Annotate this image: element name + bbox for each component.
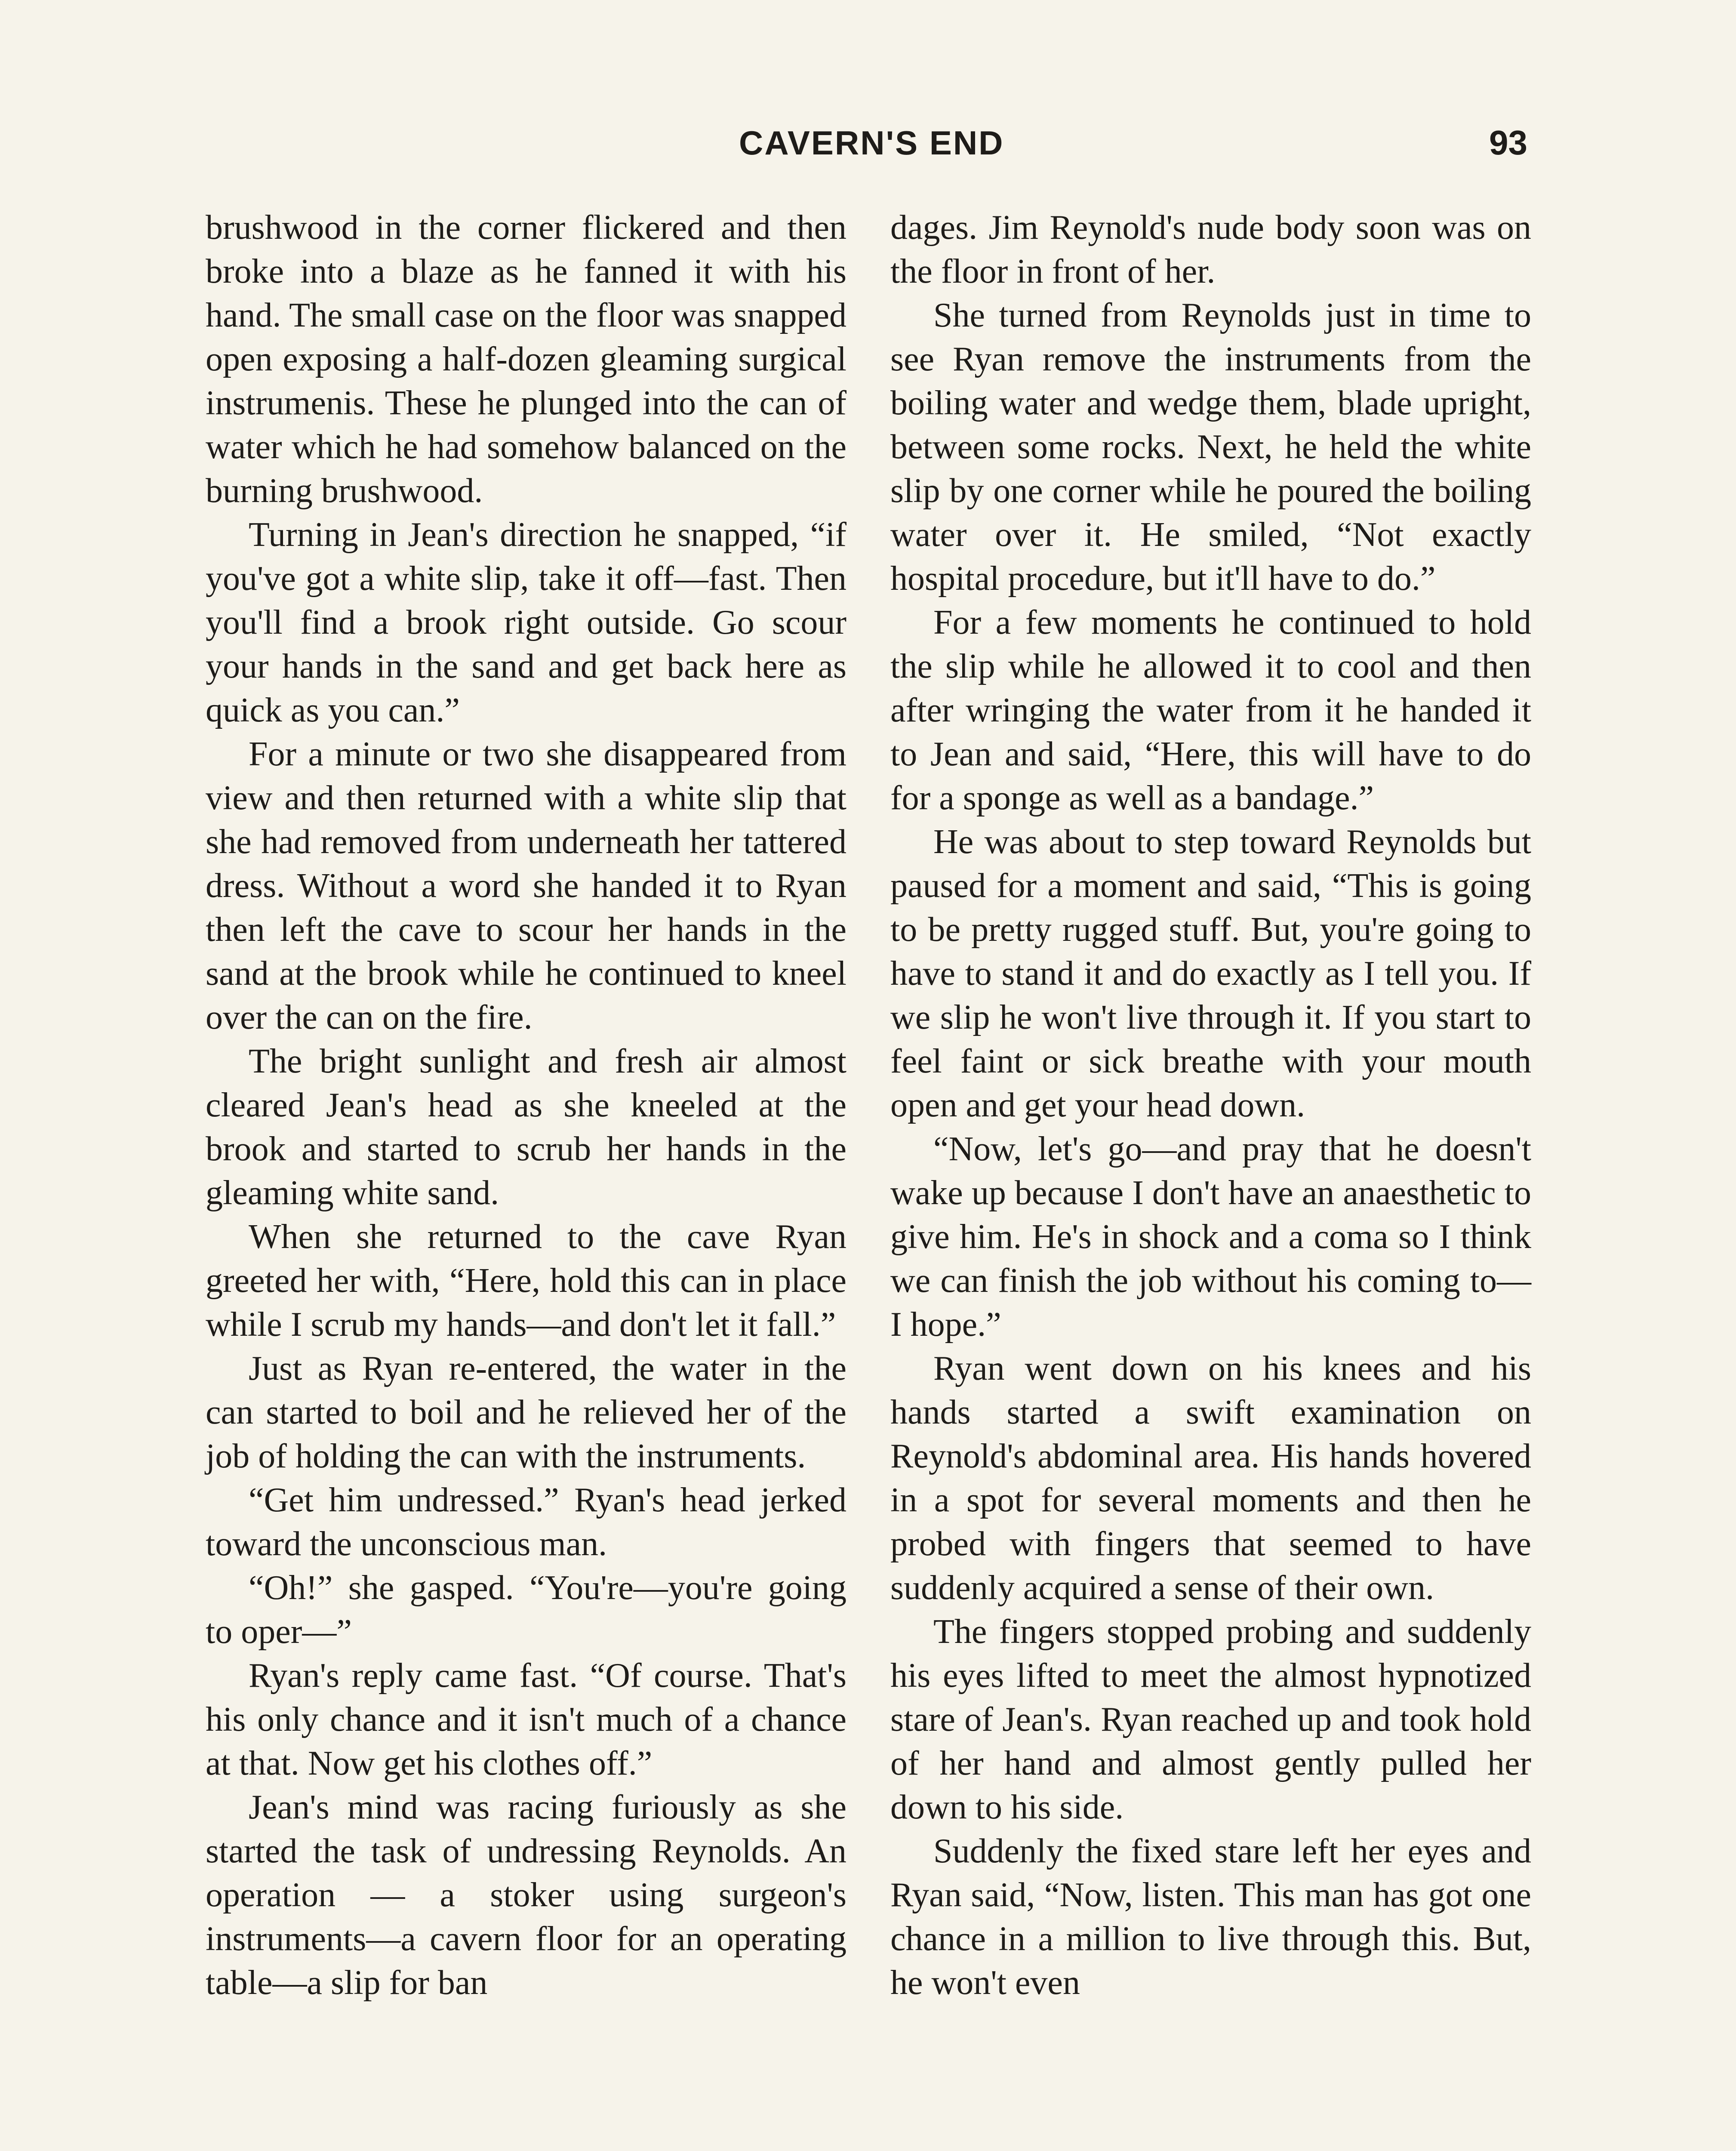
- page-number: 93: [1489, 123, 1527, 162]
- left-column: [206, 206, 846, 2005]
- paragraph: Jean's mind was racing furiously as she started the task of undressing Reynolds. An operation — a stoker using surgeon's instruments—a cavern floor for an operating table—a slip for ban: [206, 1788, 846, 2002]
- paragraph: Ryan's reply came fast. “Of course. That's his only chance and it isn't much of a chance at that. Now get his clothes off.”: [206, 1657, 846, 1782]
- paragraph: For a minute or two she disappeared from view and then returned with a white slip that she had removed from underneath her tattered dress. Without a word she handed it to Ryan then left the cave to scour her hands in the sand at the brook while he continued to kneel over the can on the fire.: [206, 735, 846, 1036]
- paragraph: brushwood in the corner flickered and then broke into a blaze as he fanned it with his hand. The small case on the floor was snapped open exposing a half-dozen gleaming surgical instrumenis. These he plunged into the can of water which he had somehow balanced on the burning brushwood.: [206, 209, 846, 510]
- right-column: [890, 206, 1531, 2005]
- paragraph: Ryan went down on his knees and his hands started a swift examination on Reynold's abdominal area. His hands hovered in a spot for several moments and then he probed with fingers that seemed to have suddenly acquired a sense of their own.: [890, 1350, 1531, 1607]
- paragraph: dages. Jim Reynold's nude body soon was on the floor in front of her.: [890, 209, 1531, 290]
- paragraph: The fingers stopped probing and suddenly his eyes lifted to meet the almost hypnotized stare of Jean's. Ryan reached up and took hold of her hand and almost gently pulled her down to his side.: [890, 1613, 1531, 1826]
- paragraph: Just as Ryan re-entered, the water in the can started to boil and he relieved her of the job of holding the can with the instruments.: [206, 1350, 846, 1475]
- paragraph: Suddenly the fixed stare left her eyes and Ryan said, “Now, listen. This man has got one chance in a million to live through this. But, he won't even: [890, 1832, 1531, 2002]
- paragraph: “Get him undressed.” Ryan's head jerked toward the unconscious man.: [206, 1481, 846, 1563]
- paragraph: The bright sunlight and fresh air almost cleared Jean's head as she kneeled at the brook and started to scrub her hands in the gleaming white sand.: [206, 1042, 846, 1212]
- paragraph: He was about to step toward Reynolds but paused for a moment and said, “This is going to be pretty rugged stuff. But, you're going to have to stand it and do exactly as I tell you. If we slip he won't live through it. If you start to feel faint or sick breathe with your mouth open and get your head down.: [890, 823, 1531, 1124]
- chapter-title: CAVERN'S END: [739, 124, 1004, 162]
- paragraph: When she returned to the cave Ryan greeted her with, “Here, hold this can in place while I scrub my hands—and don't let it fall.”: [206, 1218, 846, 1344]
- paragraph: She turned from Reynolds just in time to see Ryan remove the instruments from the boiling water and wedge them, blade upright, between some rocks. Next, he held the white slip by one corner while he poured the boiling water over it. He smiled, “Not exactly hospital procedure, but it'll have to do.”: [890, 296, 1531, 598]
- paragraph: For a few moments he continued to hold the slip while he allowed it to cool and then after wringing the water from it he handed it to Jean and said, “Here, this will have to do for a sponge as well as a bandage.”: [890, 604, 1531, 817]
- running-head: [0, 121, 1736, 169]
- paragraph: Turning in Jean's direction he snapped, “if you've got a white slip, take it off—fast. Then you'll find a brook right outside. Go scour your hands in the sand and get back here as quick as you can.”: [206, 516, 846, 729]
- paragraph: “Oh!” she gasped. “You're—you're going to oper—”: [206, 1569, 846, 1651]
- paragraph: “Now, let's go—and pray that he doesn't wake up because I don't have an anaesthetic to give him. He's in shock and a coma so I think we can finish the job without his coming to— I hope.”: [890, 1130, 1531, 1344]
